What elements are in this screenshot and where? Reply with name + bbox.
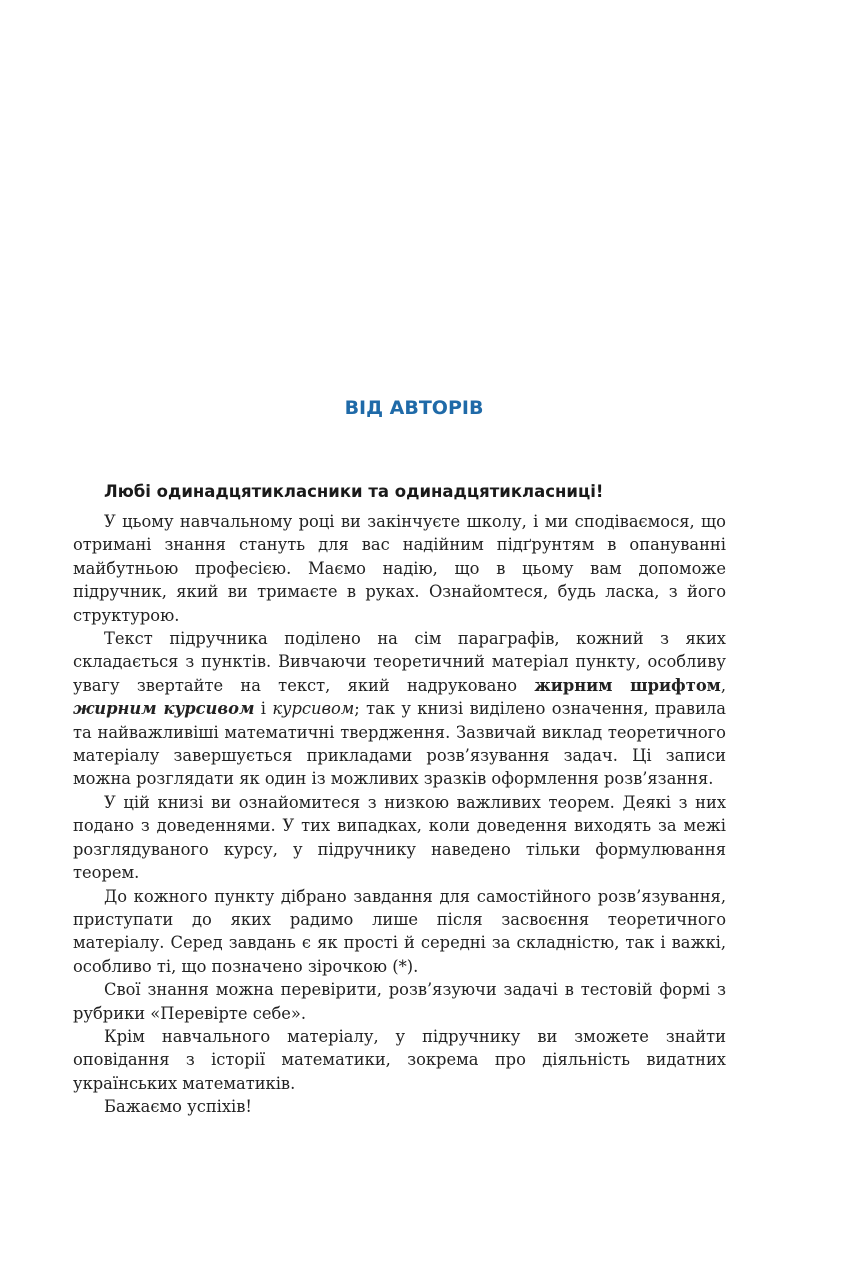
bold-example: жирним шрифтом <box>534 675 721 695</box>
paragraph-intro: У цьому навчальному році ви закінчуєте школу, і ми сподіваємося, що отримані знання стануть для вас надійним підґрунтям в опануванні майбутньою професією. Маємо надію, що в цьому вам допоможе підручник, який ви тримаєте в руках. Ознайомтеся, будь ласка, з його структурою. <box>73 512 726 625</box>
separator-and: і <box>254 699 273 719</box>
body-text <box>73 510 726 1119</box>
separator-comma: , <box>720 675 727 695</box>
bold-italic-example <box>73 699 254 718</box>
paragraph-theorems: У цій книзі ви ознайомитеся з низкою важливих теорем. Деякі з них подано з доведеннями. У тих випадках, коли доведення виходять за межі розглядуваного курсу, у підручнику наведено тільки формулювання теорем. <box>73 792 726 883</box>
paragraph-structure-text-2: ; так у книзі виділено означення, правила та найважливіші математичні твердження. Зазвичай виклад теоретичного матеріалу завершується прикладами розв’язування задач. Ці записи можна розглядати як один із можливих зразків оформлення розв’язання. <box>73 699 726 789</box>
paragraph-wishes: Бажаємо успіхів! <box>104 1097 252 1117</box>
paragraph-structure-text-1: Текст підручника поділено на сім параграфів, кожний з яких складається з пунктів. Вивчаючи теоретичний матеріал пункту, особливу увагу звертайте на текст, який надруковано <box>73 629 726 695</box>
paragraph-exercises: До кожного пункту дібрано завдання для самостійного розв’язування, приступати до яких радимо лише після засвоєння теоретичного матеріалу. Серед завдань є як прості й середні за складністю, так і важкі, особливо ті, що позначено зірочкою (*). <box>73 886 726 976</box>
page-title: ВІД АВТОРІВ <box>344 397 484 419</box>
greeting-heading: Любі одинадцятикласники та одинадцятикласниці! <box>104 482 604 501</box>
italic-example: курсивом <box>272 699 355 719</box>
paragraph-history: Крім навчального матеріалу, у підручнику ви зможете знайти оповідання з історії математики, зокрема про діяльність видатних українських математиків. <box>73 1026 726 1093</box>
paragraph-structure <box>73 627 726 791</box>
bold-italic-example-text: жирним курсивом <box>73 699 255 719</box>
paragraph-tests: Свої знання можна перевірити, розв’язуючи задачі в тестовій формі з рубрики «Перевірте себе». <box>73 980 726 1023</box>
